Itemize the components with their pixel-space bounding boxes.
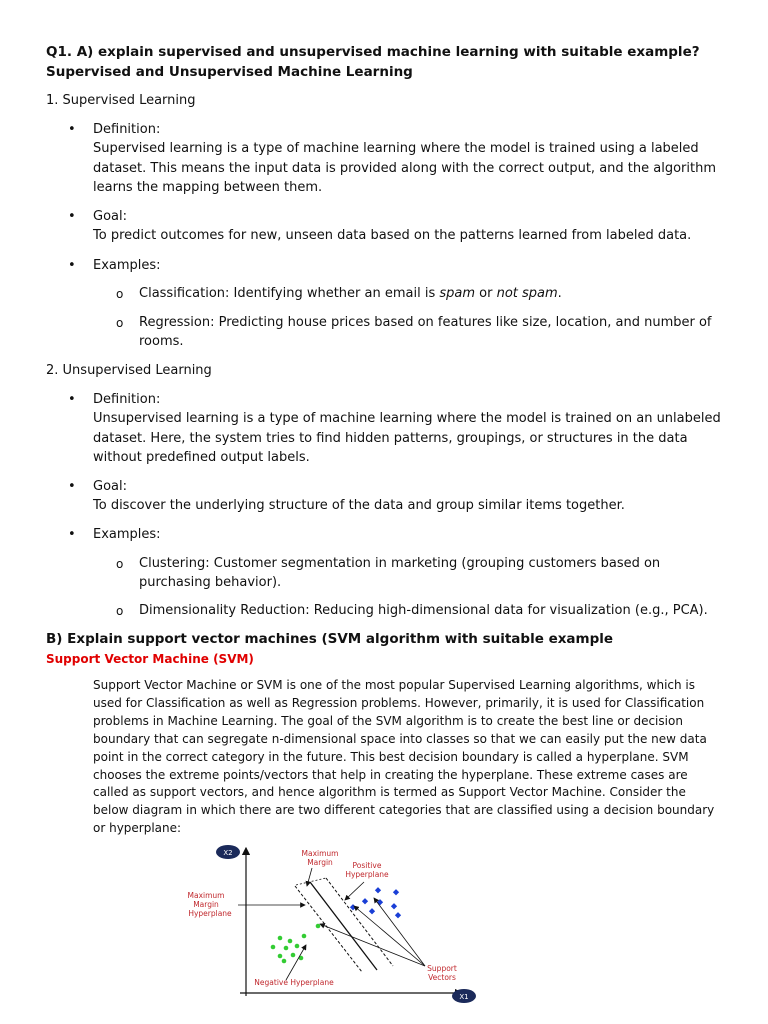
bullet-icon: • [68, 122, 76, 137]
max-margin-label-2: Margin [307, 858, 333, 867]
x1-label: X1 [459, 993, 469, 1001]
bullet-icon: • [68, 527, 76, 542]
mmh-label-3: Hyperplane [188, 909, 232, 918]
unsupervised-definition [93, 390, 733, 467]
supervised-example-classification [139, 284, 719, 303]
definition-text: Supervised learning is a type of machine learning where the model is trained using a labeled dataset. This means the input data is provided along with the correct output, and the algorithm learns the mapping between them. [93, 141, 716, 195]
negative-label: Negative Hyperplane [254, 978, 334, 987]
example-end: . [557, 286, 562, 301]
sub-bullet-icon: o [116, 604, 124, 618]
max-margin-label-1: Maximum [301, 849, 339, 858]
bullet-icon: • [68, 479, 76, 494]
definition-label: Definition: [93, 122, 161, 137]
unsupervised-example-dimensionality: Dimensionality Reduction: Reducing high-dimensional data for visualization (e.g., PCA). [139, 603, 708, 618]
goal-label: Goal: [93, 479, 127, 494]
sub-bullet-icon: o [116, 316, 124, 330]
support-label-2: Vectors [428, 973, 456, 982]
svm-subtitle: Support Vector Machine (SVM) [46, 652, 254, 666]
supervised-heading: 1. Supervised Learning [46, 93, 196, 108]
mmh-label-2: Margin [193, 900, 219, 909]
example-or: or [475, 286, 497, 301]
example-not-spam: not spam [496, 286, 558, 301]
negative-hyperplane [295, 886, 362, 972]
section-title: Supervised and Unsupervised Machine Learning [46, 64, 413, 80]
x2-label: X2 [223, 849, 233, 857]
mmh-label-1: Maximum [187, 891, 225, 900]
unsupervised-examples-label: Examples: [93, 527, 161, 542]
unsupervised-example-clustering: Clustering: Customer segmentation in marketing (grouping customers based on purchasing behavior). [139, 556, 661, 591]
positive-label-2: Hyperplane [345, 870, 389, 879]
bullet-icon: • [68, 392, 76, 407]
goal-text: To discover the underlying structure of the data and group similar items together. [93, 498, 625, 514]
sub-bullet-icon: o [116, 287, 124, 301]
sub-bullet-icon: o [116, 557, 124, 571]
question-title: Q1. A) explain supervised and unsupervised machine learning with suitable example? [46, 44, 700, 60]
unsupervised-heading: 2. Unsupervised Learning [46, 363, 212, 378]
supervised-example-regression: Regression: Predicting house prices based on features like size, location, and number of rooms. [139, 315, 712, 350]
positive-hyperplane [326, 878, 393, 966]
part-b-title: B) Explain support vector machines (SVM algorithm with suitable example [46, 631, 614, 647]
supervised-goal [93, 207, 733, 246]
bullet-icon: • [68, 209, 76, 224]
unsupervised-goal [93, 477, 733, 516]
positive-pointer [345, 882, 364, 900]
example-spam: spam [439, 286, 476, 301]
positive-class-points [350, 887, 401, 918]
definition-label: Definition: [93, 392, 161, 407]
svm-diagram [180, 838, 510, 1008]
positive-label-1: Positive [352, 861, 382, 870]
support-label-1: Support [427, 964, 457, 973]
supervised-definition [93, 120, 733, 197]
supervised-examples-label: Examples: [93, 258, 161, 273]
svm-paragraph: Support Vector Machine or SVM is one of the most popular Supervised Learning algorithms, which is used for Classification as well as Regression problems. However, primarily, it is used for Classification problems in Machine Learning. The goal of the SVM algorithm is to create the best line or decision boundary that can segregate n-dimensional space into classes so that we can easily put the new data point in the correct category in the future. This best decision boundary is called a hyperplane. SVM chooses the extreme points/vectors that help in creating the hyperplane. These extreme cases are called as support vectors, and hence algorithm is termed as Support Vector Machine. Consider the below diagram in which there are two different categories that are classified using a decision boundary or hyperplane: [93, 678, 715, 836]
negative-pointer [286, 945, 306, 980]
definition-text: Unsupervised learning is a type of machine learning where the model is trained on an unlabeled dataset. Here, the system tries to find hidden patterns, groupings, or structures in the data without predefined output labels. [93, 411, 721, 465]
support-pointer-2 [354, 906, 425, 966]
goal-text: To predict outcomes for new, unseen data based on the patterns learned from labeled data. [93, 228, 692, 244]
example-text: Classification: Identifying whether an email is [139, 286, 440, 301]
negative-class-points [271, 924, 321, 964]
bullet-icon: • [68, 258, 76, 273]
goal-label: Goal: [93, 209, 127, 224]
